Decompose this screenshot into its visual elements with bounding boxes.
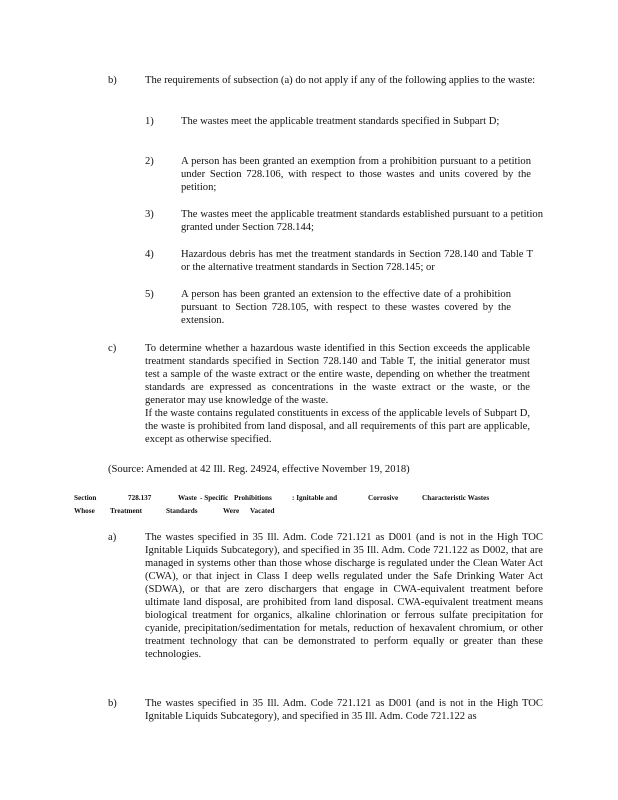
subsection-b-intro: The requirements of subsection (a) do not apply if any of the following applies to the waste: (145, 75, 536, 86)
paragraph: If the waste contains regulated constituents in excess of the applicable levels of Subpart D, the waste is prohibited from land disposal, and all requirements of this part are applicable, except as otherwise specified. (145, 408, 530, 445)
item-text: A person has been granted an extension to the effective date of a prohibition pursuant to Section 728.105, with respect to these wastes covered by the extension. (181, 289, 511, 326)
heading-word: Prohibitions (234, 494, 272, 502)
item-text: Hazardous debris has met the treatment standards in Section 728.140 and Table T or the alternative treatment standards in Section 728.145; or (181, 249, 533, 273)
item-number: 4) (145, 249, 154, 260)
item-text: The wastes meet the applicable treatment standards specified in Subpart D; (181, 116, 500, 127)
heading-word: Vacated (250, 507, 275, 515)
heading-word: Standards (166, 507, 198, 515)
item-text: The wastes meet the applicable treatment standards established pursuant to a petition granted under Section 728.144; (181, 209, 543, 233)
source-note: (Source: Amended at 42 Ill. Reg. 24924, effective November 19, 2018) (108, 464, 410, 475)
subsection-label-b: b) (108, 75, 117, 86)
subsection-label-c: c) (108, 343, 117, 354)
subsection-label-a: a) (108, 532, 117, 543)
item-text: A person has been granted an exemption from a prohibition pursuant to a petition under Section 728.106, with respect to those wastes and units covered by the petition; (181, 156, 531, 193)
item-number: 5) (145, 289, 154, 300)
heading-word: Were (223, 507, 240, 515)
heading-word: 728.137 (128, 494, 152, 502)
item-number: 3) (145, 209, 154, 220)
paragraph: To determine whether a hazardous waste identified in this Section exceeds the applicable treatment standards specified in Section 728.140 and Table T, the initial generator must test a sample of the waste extract or the entire waste, depending on whether the treatment standards are expressed as concentrations in the waste extract or the waste, or the generator may use knowledge of the waste. (145, 343, 530, 406)
item-number: 1) (145, 116, 154, 127)
heading-word: Waste (178, 494, 197, 502)
heading-word: Characteristic Wastes (422, 494, 490, 502)
subsection-c-text (145, 342, 530, 446)
subsection-b2-text: The wastes specified in 35 Ill. Adm. Code 721.121 as D001 (and is not in the High TOC Ignitable Liquids Subcategory), and specified in 35 Ill. Adm. Code 721.122 as (145, 698, 543, 722)
subsection-a-text: The wastes specified in 35 Ill. Adm. Code 721.121 as D001 (and is not in the High TOC Ignitable Liquids Subcategory), and specified in 35 Ill. Adm. Code 721.122 as D002, that are managed in systems other than those whose discharge is regulated under the Clean Water Act (CWA), or that inject in Class I deep wells regulated under the Safe Drinking Water Act (SDWA), or that are zero dischargers that engage in CWA-equivalent treatment before ultimate land disposal, are prohibited from land disposal. CWA-equivalent treatment means biological treatment for organics, alkaline chlorination or ferrous sulfate precipitation for cyanide, precipitation/sedimentation for metals, reduction of hexavalent chromium, or other treatment technology that can be demonstrated to perform equally or greater than these technologies. (145, 532, 543, 660)
item-number: 2) (145, 156, 154, 167)
heading-word: Corrosive (368, 494, 399, 502)
heading-word: : Ignitable and (292, 494, 338, 502)
subsection-label-b2: b) (108, 698, 117, 709)
heading-word: - Specific (200, 494, 229, 502)
heading-word: Whose (74, 507, 95, 515)
heading-word: Treatment (110, 507, 143, 515)
heading-word: Section (74, 494, 97, 502)
